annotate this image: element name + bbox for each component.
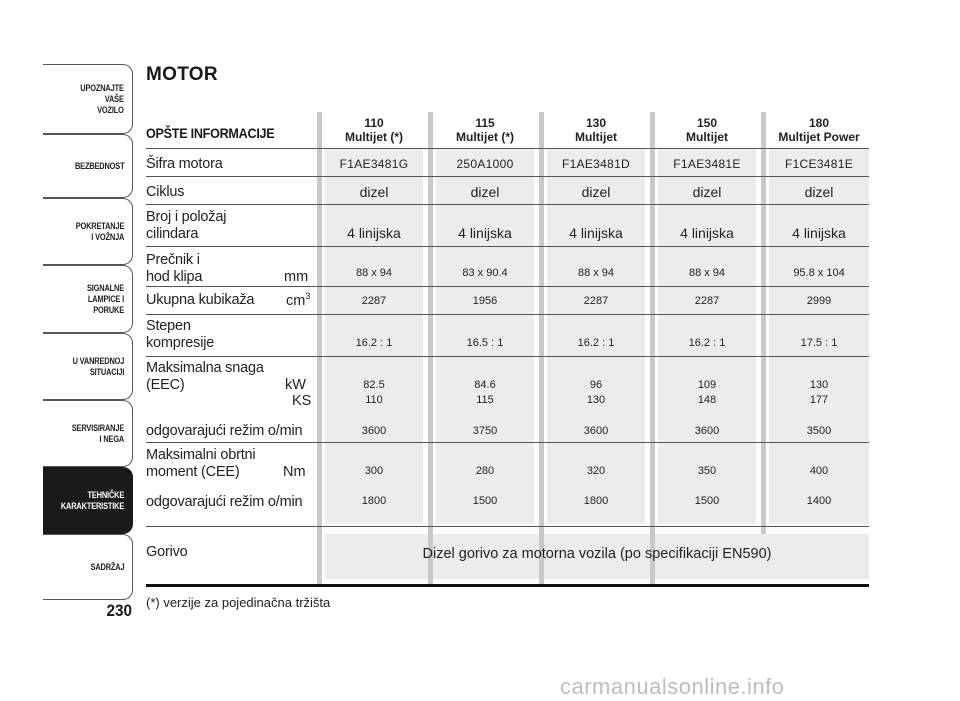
cell-displacement: 2287 <box>361 295 387 307</box>
cell-torque-nm: 400 <box>809 465 829 477</box>
cell-compression: 17.5 : 1 <box>800 337 838 349</box>
cell-power-rpm: 3600 <box>361 425 387 437</box>
cell-power-kw: 96 <box>589 379 603 391</box>
cell-torque-rpm: 1800 <box>583 495 609 507</box>
tab-pokretanje-i-voznja[interactable] <box>43 198 133 265</box>
cell-power-rpm: 3600 <box>694 425 720 437</box>
cell-cycle: dizel <box>359 184 389 200</box>
tab-label: TEHNIČKE KARAKTERISTIKE <box>60 489 124 512</box>
cell-power-rpm: 3750 <box>472 425 498 437</box>
cell-cycle: dizel <box>470 184 500 200</box>
cell-bore-stroke: 88 x 94 <box>577 267 615 279</box>
cell-cycle: dizel <box>581 184 611 200</box>
row-divider <box>146 246 869 247</box>
tab-sadrzaj[interactable] <box>43 534 133 600</box>
cell-compression: 16.2 : 1 <box>577 337 615 349</box>
tab-label: SERVISIRANJE I NEGA <box>71 422 124 445</box>
column-header-130: 130 Multijet <box>575 116 617 144</box>
row-divider <box>146 148 869 149</box>
cell-torque-nm: 350 <box>697 465 717 477</box>
column-separator <box>428 112 433 586</box>
page-number: 230 <box>106 601 132 620</box>
cell-cylinders: 4 linijska <box>569 225 623 241</box>
unit-ks: KS <box>292 393 312 409</box>
tab-signalne-lampice[interactable] <box>43 265 133 333</box>
cell-compression: 16.2 : 1 <box>355 337 393 349</box>
row-divider <box>146 286 869 287</box>
footnote: (*) verzije za pojedinačna tržišta <box>146 595 331 610</box>
tab-label: SADRŽAJ <box>90 561 124 573</box>
cell-fuel-value: Dizel gorivo za motorna vozila (po specifikaciji EN590) <box>422 546 772 562</box>
cell-cylinders: 4 linijska <box>792 225 846 241</box>
row-label-displacement: Ukupna kubikaža <box>146 292 255 308</box>
unit-nm: Nm <box>283 464 306 480</box>
column-separator <box>650 112 655 586</box>
cell-torque-nm: 300 <box>364 465 384 477</box>
cell-engine-code: F1AE3481E <box>673 157 741 171</box>
cell-power-kw: 84.6 <box>474 379 496 391</box>
row-divider <box>146 442 869 443</box>
row-label-bore-stroke: Prečnik i hod klipa <box>146 252 203 285</box>
row-divider <box>146 176 869 177</box>
column-header-115: 115 Multijet (*) <box>456 116 514 144</box>
column-header-150: 150 Multijet <box>686 116 728 144</box>
row-divider <box>146 526 869 527</box>
row-label-fuel: Gorivo <box>146 544 188 560</box>
row-label-torque-rpm: odgovarajući režim o/min <box>146 494 303 510</box>
watermark: carmanualsonline.info <box>560 674 785 699</box>
cell-compression: 16.2 : 1 <box>688 337 726 349</box>
column-header-110: 110 Multijet (*) <box>345 116 403 144</box>
row-label-cylinders: Broj i položaj cilindara <box>146 209 227 242</box>
cell-power-kw: 109 <box>697 379 717 391</box>
row-label-engine-code: Šifra motora <box>146 156 223 172</box>
column-separator <box>539 112 544 586</box>
cell-torque-rpm: 1500 <box>472 495 498 507</box>
cell-power-ks: 177 <box>809 394 829 406</box>
row-divider <box>146 356 869 357</box>
row-label-power: Maksimalna snaga (EEC) <box>146 360 264 393</box>
row-label-power-rpm: odgovarajući režim o/min <box>146 423 303 439</box>
tab-label: POKRETANJE I VOŽNJA <box>75 220 124 243</box>
tab-label: BEZBEDNOST <box>74 160 124 172</box>
cell-power-ks: 130 <box>586 394 606 406</box>
cell-bore-stroke: 95.8 x 104 <box>793 267 845 279</box>
tab-upoznajte-vase-vozilo[interactable] <box>43 64 133 134</box>
cell-power-rpm: 3500 <box>806 425 832 437</box>
page-title: MOTOR <box>146 64 218 85</box>
unit-kw: kW <box>285 377 306 393</box>
cell-torque-nm: 320 <box>586 465 606 477</box>
cell-power-ks: 148 <box>697 394 717 406</box>
unit-cm3: $cm^3$ <box>286 291 311 309</box>
cell-engine-code: 250A1000 <box>456 157 514 171</box>
cell-engine-code: F1CE3481E <box>784 157 854 171</box>
cell-bore-stroke: 88 x 94 <box>355 267 393 279</box>
cell-displacement: 1956 <box>472 295 498 307</box>
cell-torque-rpm: 1800 <box>361 495 387 507</box>
cell-cylinders: 4 linijska <box>680 225 734 241</box>
cell-engine-code: F1AE3481G <box>339 157 409 171</box>
tab-u-vanrednoj-situaciji[interactable] <box>43 333 133 400</box>
tab-bezbednost[interactable] <box>43 134 133 198</box>
cell-power-kw: 130 <box>809 379 829 391</box>
tab-label: SIGNALNE LAMPICE I PORUKE <box>86 282 124 316</box>
row-divider <box>146 204 869 205</box>
cell-torque-rpm: 1400 <box>806 495 832 507</box>
cell-displacement: 2287 <box>694 295 720 307</box>
unit-mm: mm <box>284 269 309 285</box>
cell-compression: 16.5 : 1 <box>466 337 504 349</box>
table-bottom-rule <box>146 584 869 587</box>
row-divider <box>146 314 869 315</box>
column-header-180: 180 Multijet Power <box>778 116 860 144</box>
cell-power-rpm: 3600 <box>583 425 609 437</box>
cell-cycle: dizel <box>804 184 834 200</box>
column-separator <box>317 112 322 586</box>
cell-displacement: 2287 <box>583 295 609 307</box>
cell-engine-code: F1AE3481D <box>561 157 631 171</box>
cell-torque-nm: 280 <box>475 465 495 477</box>
cell-bore-stroke: 88 x 94 <box>688 267 726 279</box>
cell-cycle: dizel <box>692 184 722 200</box>
cell-power-ks: 115 <box>476 394 494 406</box>
cell-power-ks: 110 <box>365 394 383 406</box>
tab-servisiranje-i-nega[interactable] <box>43 400 133 467</box>
cell-cylinders: 4 linijska <box>347 225 401 241</box>
row-label-compression: Stepen kompresije <box>146 318 215 351</box>
cell-power-kw: 82.5 <box>363 379 385 391</box>
cell-torque-rpm: 1500 <box>694 495 720 507</box>
tab-tehnicke-karakteristike[interactable] <box>43 467 133 534</box>
cell-displacement: 2999 <box>806 295 832 307</box>
row-label-torque: Maksimalni obrtni moment (CEE) <box>146 447 256 480</box>
tab-label: U VANREDNOJ SITUACIJI <box>72 355 124 378</box>
tab-label: UPOZNAJTE VAŠE VOZILO <box>80 82 124 116</box>
section-title: OPŠTE INFORMACIJE <box>146 125 275 141</box>
row-label-cycle: Ciklus <box>146 184 185 200</box>
cell-cylinders: 4 linijska <box>458 225 512 241</box>
cell-bore-stroke: 83 x 90.4 <box>462 267 508 279</box>
